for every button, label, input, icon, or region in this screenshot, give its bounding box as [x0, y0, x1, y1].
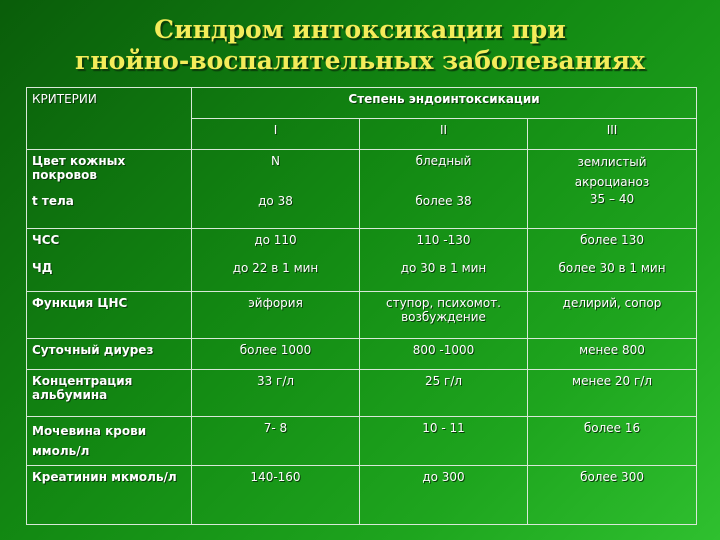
rr-value-3: более 30 в 1 мин	[558, 261, 666, 275]
urea-value-1: 7- 8	[192, 417, 360, 466]
hr-value-2: 110 -130	[416, 233, 471, 247]
skin-value-3: землистый акроцианоз	[574, 155, 650, 189]
cns-value-2: ступор, психомот. возбуждение	[360, 292, 528, 339]
degree-header: Степень эндоинтоксикации	[192, 88, 697, 119]
cell-degree-1	[192, 150, 360, 229]
creatinine-value-2: до 300	[360, 466, 528, 525]
degree-3-header: III	[528, 119, 697, 150]
row-label-hr: ЧСС	[32, 233, 60, 247]
table-row-urea	[27, 417, 697, 466]
cell-degree-1	[192, 229, 360, 292]
hr-value-3: более 130	[580, 233, 644, 247]
cns-value-1: эйфория	[192, 292, 360, 339]
row-label-temp: t тела	[32, 194, 74, 208]
albumin-value-3: менее 20 г/л	[528, 370, 697, 417]
row-label-skin: Цвет кожных покровов	[32, 154, 126, 182]
row-label-cns: Функция ЦНС	[27, 292, 192, 339]
row-label-diuresis: Суточный диурез	[27, 339, 192, 370]
row-label-creatinine: Креатинин мкмоль/л	[27, 466, 192, 525]
table-row-hr-rr	[27, 229, 697, 292]
skin-value-1: N	[271, 154, 280, 168]
temp-value-2: более 38	[415, 194, 472, 208]
rr-value-2: до 30 в 1 мин	[400, 261, 487, 275]
temp-value-1: до 38	[258, 194, 293, 208]
albumin-value-2: 25 г/л	[360, 370, 528, 417]
row-label-cell	[27, 150, 192, 229]
cell-degree-2	[360, 229, 528, 292]
table-row-diuresis	[27, 339, 697, 370]
creatinine-value-3: более 300	[528, 466, 697, 525]
cell-degree-3	[528, 150, 697, 229]
temp-value-3: 35 – 40	[589, 192, 635, 206]
header-row	[27, 88, 697, 119]
hr-value-1: до 110	[254, 233, 297, 247]
degree-2-header: II	[360, 119, 528, 150]
diuresis-value-1: более 1000	[192, 339, 360, 370]
intoxication-table	[26, 87, 697, 525]
table-row-skin-temp	[27, 150, 697, 229]
table-row-creatinine	[27, 466, 697, 525]
urea-value-2: 10 - 11	[360, 417, 528, 466]
albumin-value-1: 33 г/л	[192, 370, 360, 417]
row-label-rr: ЧД	[32, 261, 53, 275]
rr-value-1: до 22 в 1 мин	[232, 261, 319, 275]
table-row-albumin	[27, 370, 697, 417]
diuresis-value-3: менее 800	[528, 339, 697, 370]
table-row-cns	[27, 292, 697, 339]
cns-value-3: делирий, сопор	[528, 292, 697, 339]
urea-value-3: более 16	[528, 417, 697, 466]
creatinine-value-1: 140-160	[192, 466, 360, 525]
row-label-albumin: Концентрация альбумина	[27, 370, 192, 417]
row-label-urea: Мочевина крови ммоль/л	[27, 417, 192, 466]
title-line-2: гнойно-воспалительных заболеваниях	[75, 46, 645, 75]
page-title	[0, 14, 720, 76]
cell-degree-2	[360, 150, 528, 229]
skin-value-2: бледный	[415, 154, 472, 168]
degree-1-header: I	[192, 119, 360, 150]
criteria-header: КРИТЕРИИ	[27, 88, 192, 150]
diuresis-value-2: 800 -1000	[360, 339, 528, 370]
cell-degree-3	[528, 229, 697, 292]
title-line-1: Синдром интоксикации при	[154, 15, 566, 44]
row-label-cell	[27, 229, 192, 292]
